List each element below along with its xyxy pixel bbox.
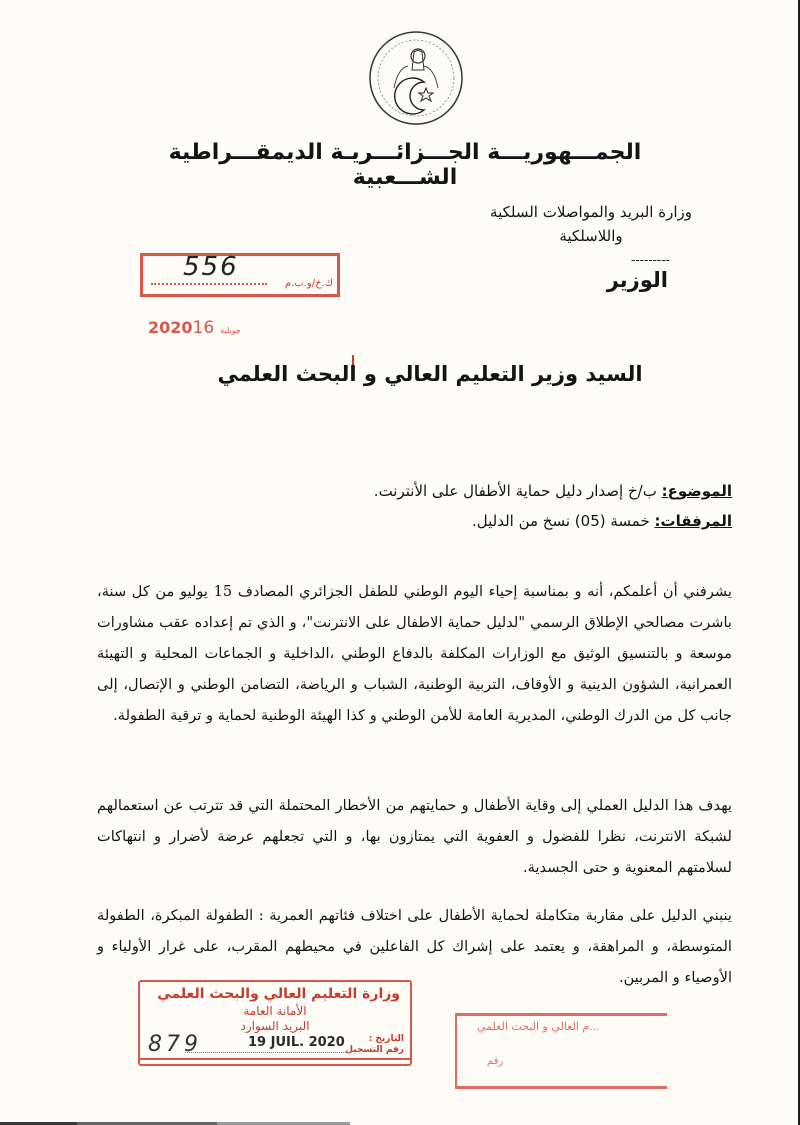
receipt-secretariat: الأمانة العامة [243, 1004, 307, 1018]
attachments-line [374, 506, 732, 536]
faded-stamp [455, 1013, 667, 1089]
reference-code: ك.خ/و.ب.م [284, 278, 333, 289]
body-paragraph-3: ينبني الدليل على مقاربة متكاملة لحماية الأطفال على اختلاف فئاتهم العمرية : الطفولة المبكرة، الطفولة المتوسطة، و المراهقة، و يعتمد على إشراك كل الفاعلين في محيطهم المقرب، على غرار الأولياء و الأوصياء و المربين. [97, 907, 732, 986]
faded-stamp-text: ...م العالي و البحث العلمي [477, 1020, 600, 1033]
receipt-bottom-line [140, 1058, 410, 1060]
faded-stamp-sub: رقم [487, 1056, 504, 1067]
subject-line [374, 476, 732, 506]
receipt-registration-label: رقم التسجيل [345, 1045, 404, 1055]
body-paragraph-2: يهدف هذا الدليل العملي إلى وقاية الأطفال و حمايتهم من الأخطار المحتملة التي قد تترتب عن استعمالهم لشبكة الانترنت، نظرا للفضول و العفوية التي يمتازون بها، و التي تجعلهم عرضة لأضرار و انتهاكات لسلامتهم المعنوية و حتى الجسدية. [97, 797, 732, 876]
attachments-text: خمسة (05) نسخ من الدليل. [471, 512, 655, 530]
addressee: السيد وزير التعليم العالي و البحث العلمي [217, 362, 643, 386]
ministry-line-2: واللاسلكية [559, 227, 623, 245]
subject-text: ب/خ إصدار دليل حماية الأطفال على الأنترنت. [373, 482, 662, 500]
ministry-name [490, 200, 692, 248]
outgoing-date-stamp [148, 318, 247, 338]
receipt-registration-number: 879 [148, 1032, 202, 1057]
receipt-dotted-line [185, 1052, 350, 1053]
receipt-mail: البريد السوارد [240, 1019, 310, 1033]
subject-label: الموضوع: [661, 482, 732, 500]
receipt-date-value: 19 JUIL. 2020 [248, 1035, 345, 1050]
ministry-line-1: وزارة البريد والمواصلات السلكية [490, 203, 692, 221]
republic-name: الجمـــهوريـــة الجـــزائـــريـة الديمقـــراطية الشـــعبية [168, 140, 642, 190]
reference-number: 556 [183, 252, 239, 282]
date-month: جويلية [220, 326, 241, 335]
reference-stamp [140, 253, 340, 297]
receipt-ministry: وزارة التعليم العالي والبحث العلمي [157, 986, 400, 1002]
subject-block [374, 476, 732, 536]
separator: --------- [631, 253, 670, 267]
algeria-emblem-icon [368, 30, 464, 126]
date-year: 2020 [148, 318, 193, 337]
minister-title: الوزير [606, 268, 668, 292]
stamp-dotted-line [151, 283, 267, 285]
attachments-label: المرفقات: [654, 512, 732, 530]
receipt-date-label: التاريخ : [368, 1034, 404, 1044]
date-day: 16 [192, 318, 215, 338]
body-paragraph-1: يشرفني أن أعلمكم، أنه و بمناسبة إحياء اليوم الوطني للطفل الجزائري المصادف 15 يوليو من كل سنة، باشرت مصالحي الإطلاق الرسمي "لدليل حماية الاطفال على الانترنت"، و الذي تم إعداده عقب مشاورات موسعة و بالتنسيق الوثيق مع الوزارات المكلفة بالدفاع الوطني ،الداخلية و الجماعات المحلية و التهيئة العمرانية، الشؤون الدينية و الأوقاف، التربية الوطنية، الشباب و الرياضة، التضامن الوطني و الإتصال، إلى جانب كل من الدرك الوطني، المديرية العامة للأمن الوطني و كذا الهيئة الوطنية لحماية و ترقية الطفولة. [97, 583, 732, 724]
receipt-stamp [138, 980, 412, 1066]
